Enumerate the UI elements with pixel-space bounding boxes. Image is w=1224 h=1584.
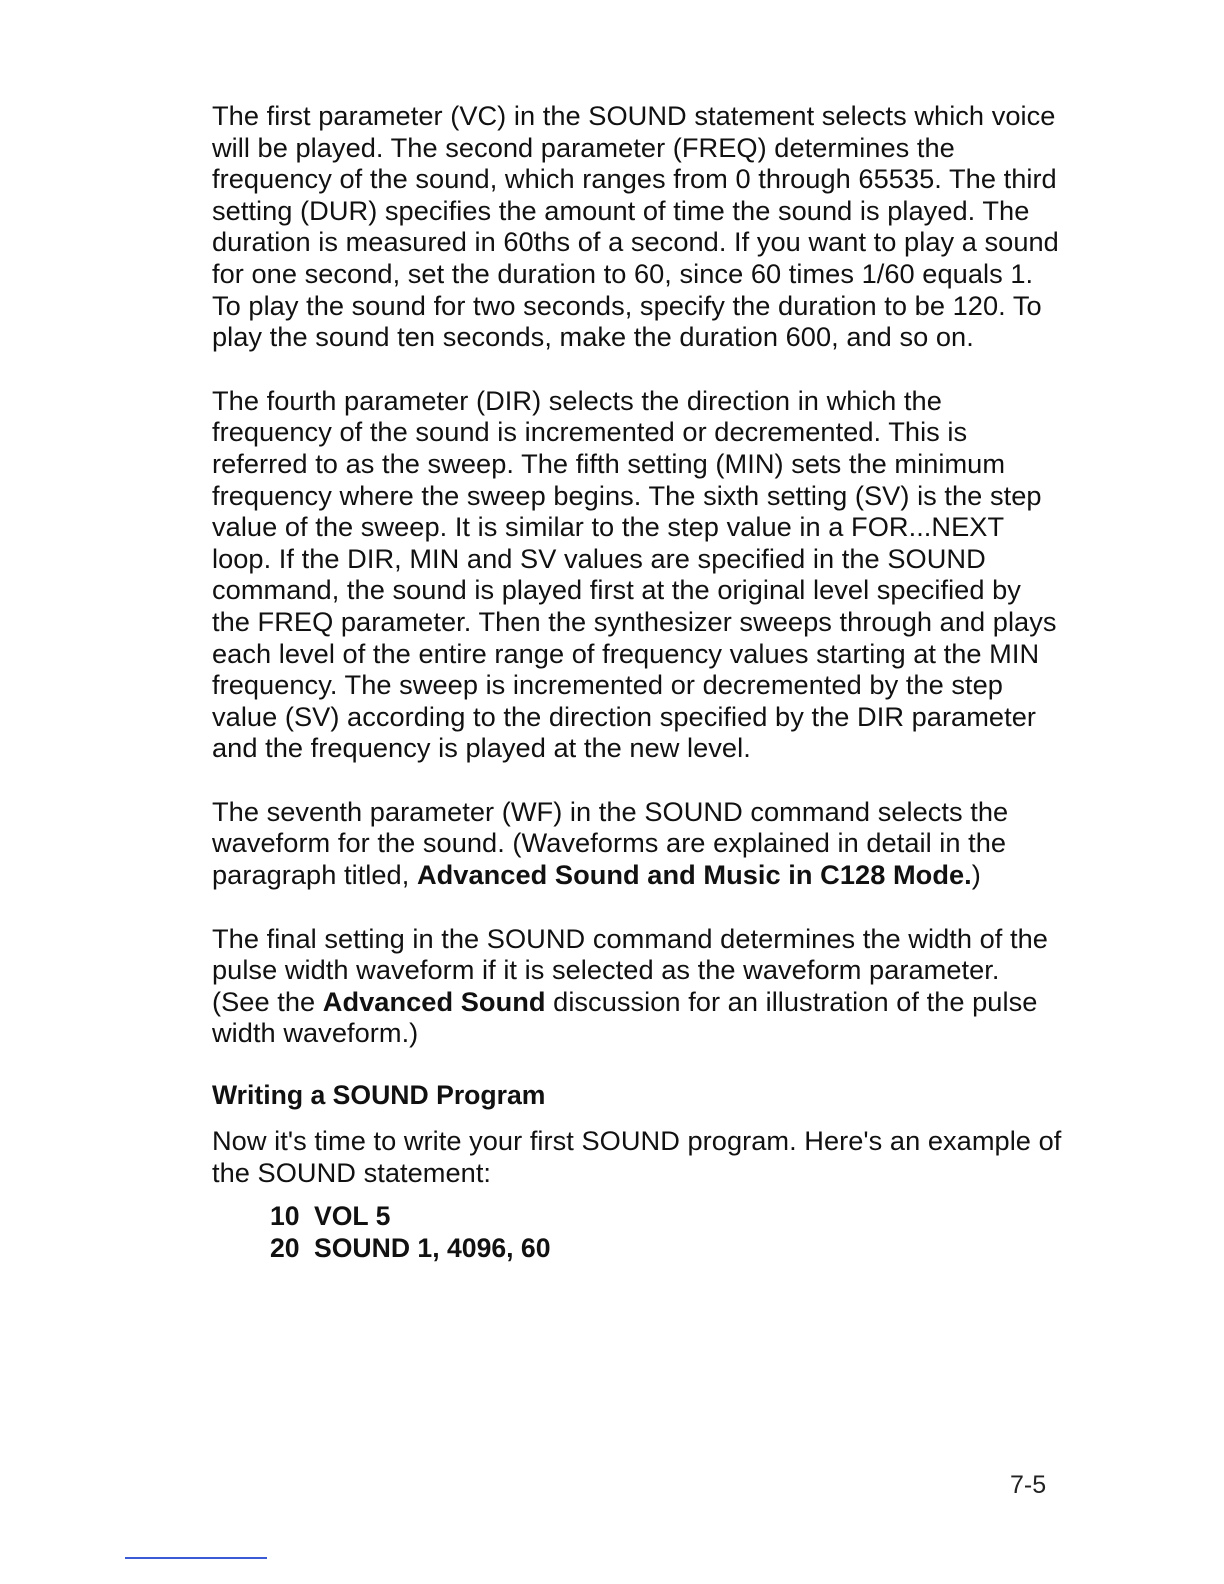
pulse-text-before: The final setting in the SOUND command determines the width of the pulse width waveform if it is selected as the waveform parameter. (See the <box>212 922 1048 1017</box>
paragraph-sound-parameters: The first parameter (VC) in the SOUND statement selects which voice will be played. The second parameter (FREQ) determines the frequency of the sound, which ranges from 0 through 65535. The third setting (DUR) specifies the amount of time the sound is played. The duration is measured in 60ths of a second. If you want to play a sound for one second, set the duration to 60, since 60 times 1/60 equals 1. To play the sound for two seconds, specify the duration to be 120. To play the sound ten seconds, make the duration 600, and so on. <box>212 100 1059 353</box>
advanced-sound-ref: Advanced Sound <box>322 985 546 1017</box>
code-line <box>270 1200 1062 1232</box>
bottom-rule-line <box>125 1557 267 1559</box>
document-page <box>212 100 1062 1264</box>
paragraph-intro-program: Now it's time to write your first SOUND program. Here's an example of the SOUND statement: <box>212 1125 1062 1188</box>
code-line-number: 10 <box>270 1201 300 1232</box>
code-line-number: 20 <box>270 1233 300 1264</box>
paragraph-waveform <box>212 796 1062 891</box>
paragraph-sweep: The fourth parameter (DIR) selects the direction in which the frequency of the sound is incremented or decremented. This is referred to as the sweep. The fifth setting (MIN) sets the minimum frequency where the sweep begins. The sixth setting (SV) is the step value of the sweep. It is similar to the step value in a FOR...NEXT loop. If the DIR, MIN and SV values are specified in the SOUND command, the sound is played first at the original level specified by the FREQ parameter. Then the synthesizer sweeps through and plays each level of the entire range of frequency values starting at the MIN frequency. The sweep is incremented or decremented by the step value (SV) according to the direction specified by the DIR parameter and the frequency is played at the new level. <box>212 384 1057 764</box>
pulse-text-after: discussion for an illustration of the pulse width waveform.) <box>212 985 1038 1049</box>
waveform-text-after: ) <box>971 859 981 891</box>
waveform-text-before: The seventh parameter (WF) in the SOUND command selects the waveform for the sound. (Waveforms are explained in detail in the paragraph titled, <box>212 795 1009 891</box>
page-number: 7-5 <box>1010 1471 1047 1499</box>
code-block <box>212 1200 1062 1264</box>
paragraph-pulse-width <box>212 923 1062 1049</box>
code-line <box>270 1232 1062 1264</box>
advanced-sound-music-ref: Advanced Sound and Music in C128 Mode. <box>416 859 972 891</box>
section-heading: Writing a SOUND Program <box>212 1080 546 1111</box>
code-line-text: VOL 5 <box>314 1201 391 1232</box>
code-line-text: SOUND 1, 4096, 60 <box>314 1233 551 1264</box>
